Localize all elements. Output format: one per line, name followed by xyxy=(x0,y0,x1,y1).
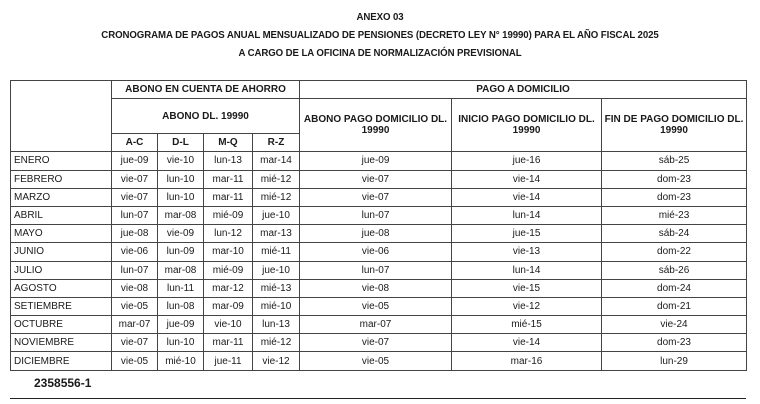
col-header-inicio: INICIO PAGO DOMICILIO DL. 19990 xyxy=(452,99,602,152)
cell-m-q: lun-12 xyxy=(204,225,253,243)
cell-a-c: mar-07 xyxy=(112,316,158,334)
cell-abono-domicilio: mar-07 xyxy=(300,316,452,334)
cell-r-z: lun-13 xyxy=(253,316,300,334)
cell-month: AGOSTO xyxy=(11,279,112,297)
cell-fin: sáb-25 xyxy=(602,152,747,170)
annex-title: ANEXO 03 xyxy=(356,11,404,23)
cell-fin: dom-22 xyxy=(602,243,747,261)
cell-abono-domicilio: vie-07 xyxy=(300,170,452,188)
table-row xyxy=(11,243,747,261)
cell-a-c: vie-08 xyxy=(112,279,158,297)
cell-r-z: vie-12 xyxy=(253,352,300,370)
cell-a-c: jue-09 xyxy=(112,152,158,170)
cell-m-q: lun-13 xyxy=(204,152,253,170)
cell-month: OCTUBRE xyxy=(11,316,112,334)
cell-a-c: vie-07 xyxy=(112,188,158,206)
cell-a-c: lun-07 xyxy=(112,261,158,279)
cell-r-z: mié-12 xyxy=(253,334,300,352)
cell-a-c: vie-06 xyxy=(112,243,158,261)
cell-d-l: lun-10 xyxy=(158,334,204,352)
cell-d-l: lun-09 xyxy=(158,243,204,261)
col-header-d-l: D-L xyxy=(158,134,204,152)
cell-fin: dom-23 xyxy=(602,170,747,188)
col-header-r-z: R-Z xyxy=(253,134,300,152)
cell-r-z: mié-11 xyxy=(253,243,300,261)
cell-inicio: mar-16 xyxy=(452,352,602,370)
cell-r-z: jue-10 xyxy=(253,261,300,279)
cell-abono-domicilio: vie-05 xyxy=(300,297,452,315)
cell-inicio: jue-15 xyxy=(452,225,602,243)
cell-abono-domicilio: vie-05 xyxy=(300,352,452,370)
cell-inicio: vie-14 xyxy=(452,170,602,188)
table-row xyxy=(11,316,747,334)
cell-r-z: mié-10 xyxy=(253,297,300,315)
col-header-fin: FIN DE PAGO DOMICILIO DL. 19990 xyxy=(602,99,747,152)
cell-abono-domicilio: vie-07 xyxy=(300,188,452,206)
cell-abono-domicilio: jue-08 xyxy=(300,225,452,243)
cell-abono-domicilio: lun-07 xyxy=(300,206,452,224)
cell-m-q: mar-10 xyxy=(204,243,253,261)
cell-fin: mié-23 xyxy=(602,206,747,224)
table-row xyxy=(11,170,747,188)
cell-inicio: lun-14 xyxy=(452,206,602,224)
cell-fin: dom-23 xyxy=(602,188,747,206)
cell-r-z: mié-12 xyxy=(253,188,300,206)
cell-fin: dom-24 xyxy=(602,279,747,297)
cell-d-l: vie-09 xyxy=(158,225,204,243)
cell-abono-domicilio: jue-09 xyxy=(300,152,452,170)
col-header-a-c: A-C xyxy=(112,134,158,152)
cell-month: ENERO xyxy=(11,152,112,170)
table-row xyxy=(11,261,747,279)
cell-fin: vie-24 xyxy=(602,316,747,334)
cell-month: MARZO xyxy=(11,188,112,206)
cell-m-q: jue-11 xyxy=(204,352,253,370)
month-header-cell xyxy=(11,81,112,152)
table-row xyxy=(11,334,747,352)
cell-month: FEBRERO xyxy=(11,170,112,188)
cell-inicio: vie-15 xyxy=(452,279,602,297)
table-row xyxy=(11,152,747,170)
cell-fin: sáb-24 xyxy=(602,225,747,243)
cell-d-l: lun-11 xyxy=(158,279,204,297)
cell-abono-domicilio: vie-06 xyxy=(300,243,452,261)
cell-m-q: mar-09 xyxy=(204,297,253,315)
cell-fin: lun-29 xyxy=(602,352,747,370)
cell-inicio: vie-14 xyxy=(452,188,602,206)
cell-month: NOVIEMBRE xyxy=(11,334,112,352)
cell-month: DICIEMBRE xyxy=(11,352,112,370)
cell-m-q: mié-09 xyxy=(204,206,253,224)
cell-inicio: vie-12 xyxy=(452,297,602,315)
subheader-abono: ABONO DL. 19990 xyxy=(112,99,300,134)
cell-r-z: mar-13 xyxy=(253,225,300,243)
col-header-abono-domicilio: ABONO PAGO DOMICILIO DL. 19990 xyxy=(300,99,452,152)
cell-m-q: mié-09 xyxy=(204,261,253,279)
cell-fin: dom-21 xyxy=(602,297,747,315)
cell-abono-domicilio: vie-07 xyxy=(300,334,452,352)
cell-a-c: jue-08 xyxy=(112,225,158,243)
cell-month: SETIEMBRE xyxy=(11,297,112,315)
cell-a-c: lun-07 xyxy=(112,206,158,224)
cell-fin: sáb-26 xyxy=(602,261,747,279)
schedule-title: CRONOGRAMA DE PAGOS ANUAL MENSUALIZADO DE PENSIONES (DECRETO LEY N° 19990) PARA EL AÑO FISCAL 2025 xyxy=(101,29,659,41)
table-row xyxy=(11,225,747,243)
cell-m-q: mar-12 xyxy=(204,279,253,297)
cell-a-c: vie-07 xyxy=(112,334,158,352)
table-row xyxy=(11,279,747,297)
table-row xyxy=(11,206,747,224)
table-row xyxy=(11,188,747,206)
cell-r-z: mié-13 xyxy=(253,279,300,297)
payment-schedule-table xyxy=(10,80,747,371)
cell-d-l: lun-08 xyxy=(158,297,204,315)
cell-month: JULIO xyxy=(11,261,112,279)
cell-a-c: vie-07 xyxy=(112,170,158,188)
group-header-pago: PAGO A DOMICILIO xyxy=(300,81,747,99)
cell-d-l: lun-10 xyxy=(158,188,204,206)
cell-r-z: mié-12 xyxy=(253,170,300,188)
cell-d-l: vie-10 xyxy=(158,152,204,170)
cell-m-q: mar-11 xyxy=(204,334,253,352)
cell-inicio: lun-14 xyxy=(452,261,602,279)
cell-abono-domicilio: vie-08 xyxy=(300,279,452,297)
schedule-subtitle: A CARGO DE LA OFICINA DE NORMALIZACIÓN PREVISIONAL xyxy=(238,47,522,59)
cell-inicio: jue-16 xyxy=(452,152,602,170)
cell-inicio: vie-13 xyxy=(452,243,602,261)
cell-d-l: mar-08 xyxy=(158,206,204,224)
cell-a-c: vie-05 xyxy=(112,352,158,370)
cell-d-l: jue-09 xyxy=(158,316,204,334)
cell-m-q: mar-11 xyxy=(204,188,253,206)
cell-m-q: mar-11 xyxy=(204,170,253,188)
cell-d-l: lun-10 xyxy=(158,170,204,188)
cell-d-l: mié-10 xyxy=(158,352,204,370)
table-row xyxy=(11,297,747,315)
cell-a-c: vie-05 xyxy=(112,297,158,315)
cell-fin: dom-23 xyxy=(602,334,747,352)
cell-r-z: jue-10 xyxy=(253,206,300,224)
col-header-m-q: M-Q xyxy=(204,134,253,152)
cell-abono-domicilio: lun-07 xyxy=(300,261,452,279)
cell-month: MAYO xyxy=(11,225,112,243)
group-header-abono: ABONO EN CUENTA DE AHORRO xyxy=(112,81,300,99)
cell-month: ABRIL xyxy=(11,206,112,224)
schedule-body xyxy=(11,152,747,370)
cell-r-z: mar-14 xyxy=(253,152,300,170)
document-code: 2358556-1 xyxy=(34,376,92,390)
cell-inicio: mié-15 xyxy=(452,316,602,334)
cell-m-q: vie-10 xyxy=(204,316,253,334)
cell-month: JUNIO xyxy=(11,243,112,261)
cell-inicio: vie-14 xyxy=(452,334,602,352)
table-row xyxy=(11,352,747,370)
bottom-rule xyxy=(10,398,746,399)
cell-d-l: mar-08 xyxy=(158,261,204,279)
